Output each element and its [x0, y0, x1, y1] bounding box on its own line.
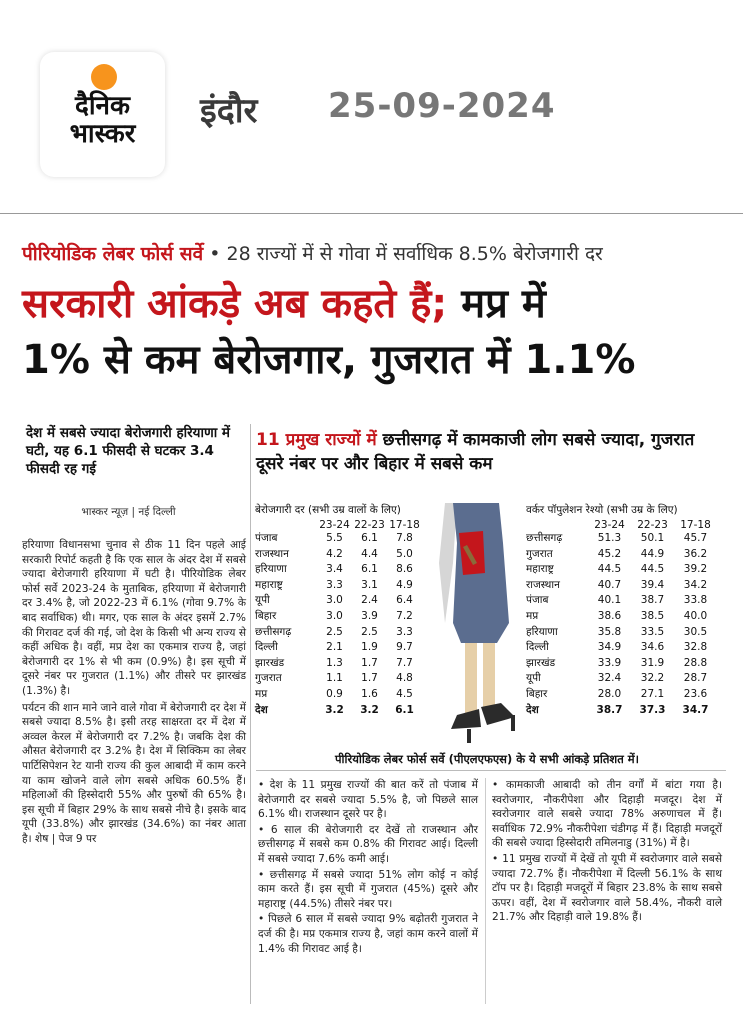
table-cell: 28.7 [683, 672, 708, 685]
table-cell: 28.8 [683, 656, 708, 669]
state-name: राजस्थान [255, 547, 289, 560]
state-name: बिहार [526, 687, 548, 700]
figure-leg-left [465, 643, 477, 717]
state-name: यूपी [526, 672, 541, 685]
column-header: 22-23 [637, 519, 668, 531]
state-name: गुजरात [526, 547, 553, 560]
table-cell: 30.5 [683, 625, 708, 638]
table-title: बेरोजगारी दर (सभी उम्र वालों के लिए) [255, 504, 401, 516]
table-cell: 38.5 [640, 609, 665, 622]
heel-left [467, 729, 471, 743]
state-name: मप्र [255, 687, 268, 700]
table-row [526, 625, 726, 641]
table-row [526, 562, 726, 578]
table-cell: 1.1 [326, 672, 343, 685]
table-row [255, 562, 455, 578]
table-cell: 4.5 [396, 687, 413, 700]
state-name: मप्र [526, 609, 539, 622]
table-cell: 44.9 [640, 547, 665, 560]
state-name: दिल्ली [255, 641, 278, 654]
state-name: दिल्ली [526, 641, 549, 654]
state-name: महाराष्ट्र [255, 578, 283, 591]
table-cell: 7.7 [396, 656, 413, 669]
state-name: हरियाणा [526, 625, 558, 638]
table-cell: 1.7 [361, 656, 378, 669]
table-row [255, 547, 455, 563]
bullet-divider [485, 778, 486, 1004]
table-cell: 3.9 [361, 609, 378, 622]
table-title: वर्कर पॉपुलेशन रेश्यो (सभी उम्र के लिए) [526, 504, 678, 516]
table-cell: 40.1 [597, 594, 622, 607]
table-cell: 3.4 [326, 563, 343, 576]
table-cell: 37.3 [639, 703, 666, 716]
table-cell: 6.1 [361, 563, 378, 576]
source-note: पीरियोडिक लेबर फोर्स सर्वे (पीएलएफएस) के ये सभी आंकड़े प्रतिशत में। [335, 752, 639, 766]
bullets-column-2 [492, 778, 722, 926]
table-row [255, 656, 455, 672]
kicker-label: पीरियोडिक लेबर फोर्स सर्वे [22, 243, 204, 265]
table-cell: 32.8 [683, 641, 708, 654]
table-cell: 1.6 [361, 687, 378, 700]
table-row [526, 547, 726, 563]
column-divider [250, 424, 251, 1004]
table-cell: 0.9 [326, 687, 343, 700]
table-cell: 45.7 [683, 532, 708, 544]
table-cell: 45.2 [597, 547, 622, 560]
unemployment-rate-table [255, 503, 455, 718]
header-spacer [255, 519, 317, 531]
section-divider [256, 770, 726, 771]
kicker-text: • 28 राज्यों में से गोवा में सर्वाधिक 8.5% बेरोजगारी दर [203, 243, 603, 265]
table-row [255, 625, 455, 641]
table-cell: 38.6 [597, 609, 622, 622]
table-cell: 6.1 [361, 532, 378, 544]
headline-red: सरकारी आंकड़े अब कहते हैं; [22, 281, 448, 327]
table-cell: 38.7 [596, 703, 623, 716]
bullet-item: • पिछले 6 साल में सबसे ज्यादा 9% बढ़ोतरी गुजरात ने दर्ज की है। मप्र एकमात्र राज्य है, जहां काम करने वालों में 1.4% की गिरावट आई है। [258, 913, 478, 955]
byline: भास्कर न्यूज़ | नई दिल्ली [81, 506, 176, 518]
column-header: 17-18 [389, 519, 420, 531]
edition-date: 25-09-2024 [328, 86, 556, 126]
chart-headline-black: छत्तीसगढ़ में कामकाजी लोग सबसे ज्यादा, गुजरात दूसरे नंबर पर और बिहार में सबसे कम [256, 430, 695, 474]
table-cell: 6.1 [395, 703, 414, 716]
table-row [255, 531, 455, 547]
table-cell: 32.4 [597, 672, 622, 685]
table-cell: 2.5 [326, 625, 343, 638]
table-cell: 9.7 [396, 641, 413, 654]
table-row [255, 687, 455, 703]
table-cell: 38.7 [640, 594, 665, 607]
shoe-right [481, 703, 515, 725]
table-cell: 5.5 [326, 532, 343, 544]
table-row [255, 640, 455, 656]
table-cell: 33.9 [597, 656, 622, 669]
lead-subhead: देश में सबसे ज्यादा बेरोजगारी हरियाणा में घटी, यह 6.1 फीसदी से घटकर 3.4 फीसदी रह गई [26, 425, 230, 477]
state-name: यूपी [255, 594, 270, 607]
table-cell: 2.4 [361, 594, 378, 607]
table-cell: 50.1 [640, 532, 665, 544]
table-cell: 3.0 [326, 594, 343, 607]
state-name: देश [255, 703, 268, 716]
left-article-body [22, 538, 246, 848]
table-cell: 4.9 [396, 578, 413, 591]
bullet-item: • 6 साल की बेरोजगारी दर देखें तो राजस्थान और छत्तीसगढ़ में सबसे कम 0.8% की गिरावट आई। दिल्ली में सबसे ज्यादा 7.6% कमी आई। [258, 823, 478, 865]
table-row [526, 531, 726, 547]
book-icon [459, 531, 485, 575]
table-cell: 28.0 [597, 687, 622, 700]
table-cell: 1.9 [361, 641, 378, 654]
state-name: गुजरात [255, 672, 282, 685]
table-cell: 39.2 [683, 563, 708, 576]
table-cell: 32.2 [640, 672, 665, 685]
table-cell: 36.2 [683, 547, 708, 560]
headline-line-1 [22, 278, 727, 330]
table-header-row [526, 519, 726, 531]
column-header: 23-24 [319, 519, 350, 531]
table-row [526, 578, 726, 594]
bullet-item: • छत्तीसगढ़ में सबसे ज्यादा 51% लोग कोई न कोई काम करते हैं। इस सूची में गुजरात (45%) दूसरे और महाराष्ट्र (44.5%) तीसरे नंबर पर। [258, 868, 478, 910]
table-row [526, 687, 726, 703]
table-cell: 51.3 [597, 532, 622, 544]
bullet-item: • 11 प्रमुख राज्यों में देखें तो यूपी में स्वरोजगार वाले सबसे ज्यादा 72.7% हैं। नौकरीपेशा में दिल्ली 56.1% के साथ टॉप पर है। दिहाड़ी मजदूरों में बिहार 23.8% के साथ सबसे ऊपर। वहीं, देश में स्वरोजगार वाले 58.4%, नौकरी वाले 21.7% और दिहाड़ी वाले 19.8% हैं। [492, 852, 722, 924]
table-row [526, 640, 726, 656]
logo-line-2: भास्कर [69, 119, 136, 149]
table-cell: 33.8 [683, 594, 708, 607]
table-cell: 34.6 [640, 641, 665, 654]
worker-population-ratio-table [526, 503, 726, 718]
state-name: राजस्थान [526, 578, 560, 591]
bullet-item: • कामकाजी आबादी को तीन वर्गों में बांटा गया है। स्वरोजगार, नौकरीपेशा और दिहाड़ी मजदूर। देश में स्वरोजगार वाले सबसे ज्यादा 78% अरुणाचल में हैं। सर्वाधिक 72.9% नौकरीपेशा चंडीगढ़ में हैं। दिहाड़ी मजदूरों की सबसे ज्यादा हिस्सेदारी तमिलनाडु (31%) में है। [492, 779, 722, 850]
figure-leg-right [483, 643, 495, 713]
edition-city: इंदौर [200, 91, 258, 131]
table-cell: 44.5 [597, 563, 622, 576]
table-cell: 33.5 [640, 625, 665, 638]
state-name: महाराष्ट्र [526, 563, 554, 576]
table-cell: 3.3 [396, 625, 413, 638]
table-cell: 1.7 [361, 672, 378, 685]
state-name: झारखंड [255, 656, 285, 669]
table-cell: 7.2 [396, 609, 413, 622]
state-name: देश [526, 703, 539, 716]
table-cell: 8.6 [396, 563, 413, 576]
headline-line-2: 1% से कम बेरोजगार, गुजरात में 1.1% [22, 337, 636, 383]
column-header: 17-18 [680, 519, 711, 531]
table-cell: 34.7 [682, 703, 709, 716]
state-name: पंजाब [526, 594, 549, 607]
sun-logo-icon [91, 64, 117, 90]
table-cell: 23.6 [683, 687, 708, 700]
state-name: छत्तीसगढ़ [255, 625, 292, 638]
header-divider [0, 213, 743, 214]
table-row [255, 671, 455, 687]
left-paragraph: हरियाणा विधानसभा चुनाव से ठीक 11 दिन पहले आई सरकारी रिपोर्ट कहती है कि एक साल के अंदर देश में सबसे ज्यादा बेरोजगारी हरियाणा में घटी है। पीरियोडिक लेबर फोर्स सर्वे 2023-24 के मुताबिक, हरियाणा में बेरोजगारी दर 3.4% है, जो 2022-23 में 6.1% (गोवा 9.7% के बाद सर्वाधिक) थी। मगर, एक साल के अंदर इसमें 2.7% की गिरावट दर्ज की गई, जो देश के किसी भी अन्य राज्य से कहीं अधिक है। वहीं, मप्र देश का एकमात्र राज्य है, जहां बेरोजगारी दर 1% से भी कम (0.9%) है। इस सूची में दूसरे नंबर पर गुजरात (1.1%) और तीसरे पर झारखंड (1.3%) है। [22, 539, 246, 697]
bullets-column-1 [258, 778, 478, 957]
table-cell: 35.8 [597, 625, 622, 638]
headline-black: मप्र में [447, 281, 546, 327]
kicker [22, 240, 603, 266]
chart-headline [256, 428, 726, 476]
table-cell: 31.9 [640, 656, 665, 669]
state-name: छत्तीसगढ़ [526, 532, 563, 544]
column-header: 22-23 [354, 519, 385, 531]
table-cell: 2.1 [326, 641, 343, 654]
table-cell: 40.0 [683, 609, 708, 622]
table-cell: 44.5 [640, 563, 665, 576]
table-cell: 3.2 [325, 703, 344, 716]
woman-with-book-illustration [437, 503, 532, 750]
table-row [526, 703, 726, 719]
table-cell: 40.7 [597, 578, 622, 591]
table-row [526, 656, 726, 672]
table-header-row [255, 519, 455, 531]
table-cell: 3.0 [326, 609, 343, 622]
header-spacer [526, 519, 588, 531]
state-name: बिहार [255, 609, 277, 622]
state-name: पंजाब [255, 532, 278, 544]
table-cell: 7.8 [396, 532, 413, 544]
heel-right [511, 715, 515, 731]
table-cell: 3.1 [361, 578, 378, 591]
table-cell: 5.0 [396, 547, 413, 560]
logo-line-1: दैनिक [75, 91, 130, 121]
table-cell: 34.9 [597, 641, 622, 654]
table-row [255, 593, 455, 609]
table-cell: 2.5 [361, 625, 378, 638]
table-cell: 4.2 [326, 547, 343, 560]
table-cell: 1.3 [326, 656, 343, 669]
table-cell: 39.4 [640, 578, 665, 591]
table-cell: 6.4 [396, 594, 413, 607]
bullet-item: • देश के 11 प्रमुख राज्यों की बात करें तो पंजाब में बेरोजगारी दर सबसे ज्यादा 5.5% है, जो पिछले साल 6.1% थी। राजस्थान दूसरे पर है। [258, 779, 478, 821]
table-cell: 27.1 [640, 687, 665, 700]
column-header: 23-24 [594, 519, 625, 531]
table-row [255, 703, 455, 719]
table-row [526, 609, 726, 625]
table-cell: 4.4 [361, 547, 378, 560]
state-name: हरियाणा [255, 563, 287, 576]
table-cell: 3.3 [326, 578, 343, 591]
table-cell: 34.2 [683, 578, 708, 591]
left-paragraph: पर्यटन की शान माने जाने वाले गोवा में बेरोजगारी दर देश में सबसे ज्यादा 8.5% है। इसी तरह साक्षरता दर में देश में अव्वल केरल में बेरोजगारी दर 7.2% है। जबकि देश की औसत बेरोजगारी दर 3.2% है। देश में सिक्किम का लेबर पार्टिसिपेशन रेट यानी राज्य की कुल आबादी में काम करने या काम खोजने वाले लोग सबसे अधिक 60.5% हैं। महिलाओं की हिस्सेदारी 55% और पुरुषों की 65% है। इस सूची में बिहार 29% के साथ सबसे नीचे है। इसके बाद यूपी (33.8%) और झारखंड (34.6%) का नंबर आता है। शेष | पेज 9 पर [22, 701, 246, 845]
table-row [255, 578, 455, 594]
table-cell: 3.2 [360, 703, 379, 716]
table-cell: 4.8 [396, 672, 413, 685]
table-row [255, 609, 455, 625]
chart-headline-red: 11 प्रमुख राज्यों में [256, 430, 377, 450]
dainik-bhaskar-logo [40, 52, 165, 177]
state-name: झारखंड [526, 656, 556, 669]
table-row [526, 671, 726, 687]
table-row [526, 593, 726, 609]
